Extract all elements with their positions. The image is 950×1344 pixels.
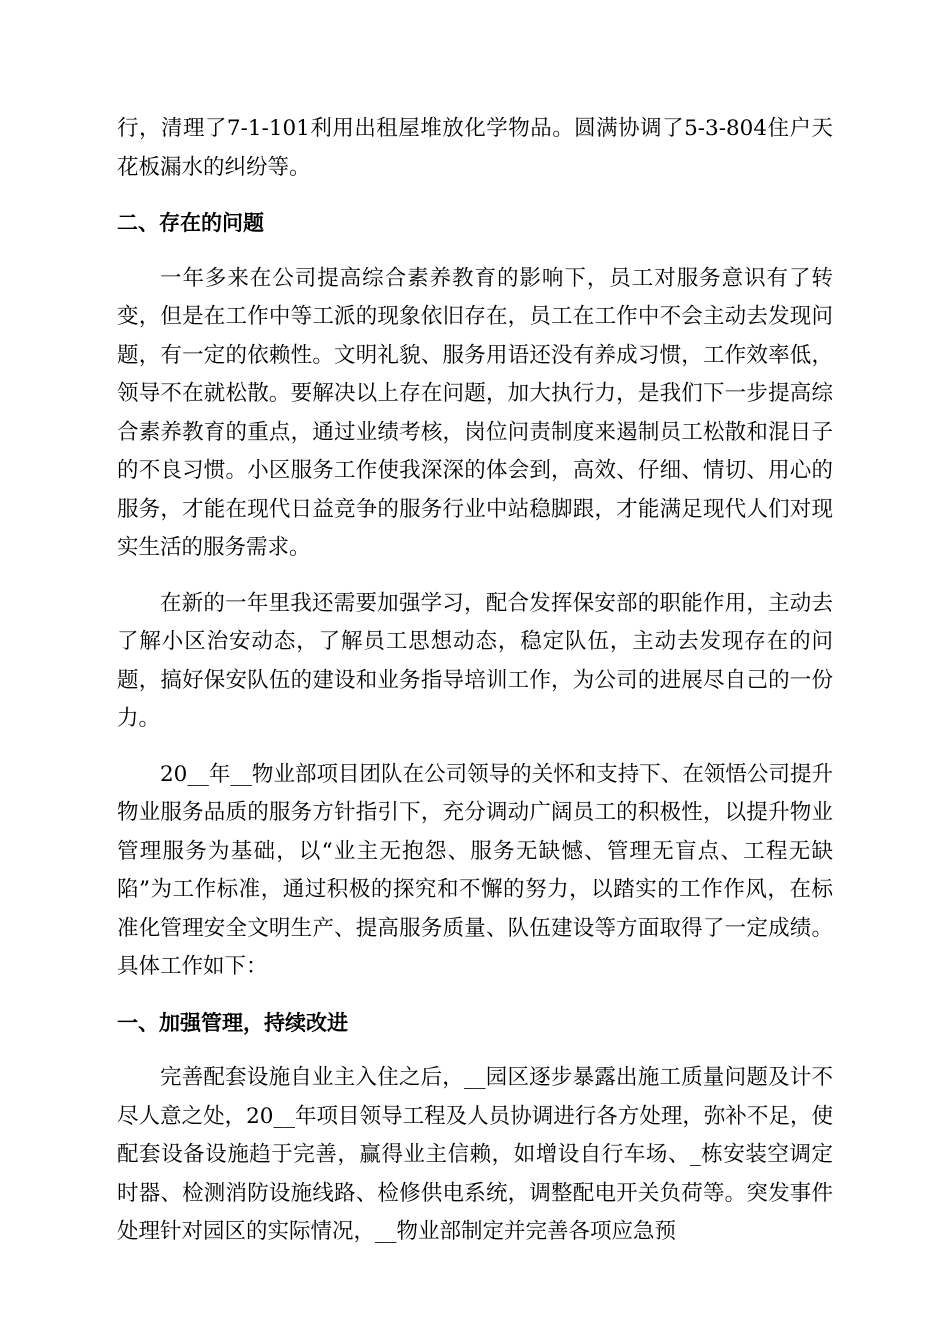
paragraph-facilities: 完善配套设施自业主入住之后，__园区逐步暴露出施工质量问题及计不尽人意之处，20__年项目领导工程及人员协调进行各方处理，弥补不足，使配套设备设施趋于完善，赢得业主信赖，如增设自行车场、_栋安装空调定时器、检测消防设施线路、检修供电系统，调整配电开关负荷等。突发事件处理针对园区的实际情况，__物业部制定并完善各项应急预 bbox=[117, 1065, 833, 1244]
section-heading-problems: 二、存在的问题 bbox=[117, 211, 264, 235]
document-body bbox=[117, 110, 833, 1269]
paragraph-problems: 一年多来在公司提高综合素养教育的影响下，员工对服务意识有了转变，但是在工作中等工派的现象依旧存在，员工在工作中不会主动去发现问题，有一定的依赖性。文明礼貌、服务用语还没有养成习惯，工作效率低，领导不在就松散。要解决以上存在问题，加大执行力，是我们下一步提高综合素养教育的重点，通过业绩考核，岗位问责制度来遏制员工松散和混日子的不良习惯。小区服务工作使我深深的体会到，高效、仔细、情切、用心的服务，才能在现代日益竞争的服务行业中站稳脚跟，才能满足现代人们对现实生活的服务需求。 bbox=[117, 265, 833, 560]
section-heading-management: 一、加强管理，持续改进 bbox=[117, 1010, 348, 1035]
paragraph-new-year-plan: 在新的一年里我还需要加强学习，配合发挥保安部的职能作用，主动去了解小区治安动态，了解员工思想动态，稳定队伍，主动去发现存在的问题，搞好保安队伍的建设和业务指导培训工作，为公司的进展尽自己的一份力。 bbox=[117, 590, 833, 731]
paragraph-continuation: 行，清理了7-1-101利用出租屋堆放化学物品。圆满协调了5-3-804住户天花板漏水的纠纷等。 bbox=[117, 116, 833, 180]
paragraph-project-summary: 20__年__物业部项目团队在公司领导的关怀和支持下、在领悟公司提升物业服务品质的服务方针指引下，充分调动广阔员工的积极性，以提升物业管理服务为基础，以“业主无抱怨、服务无缺憾、管理无盲点、工程无缺陷”为工作标准，通过积极的探究和不懈的努力，以踏实的工作作风，在标准化管理安全文明生产、提高服务质量、队伍建设等方面取得了一定成绩。具体工作如下： bbox=[117, 761, 833, 979]
